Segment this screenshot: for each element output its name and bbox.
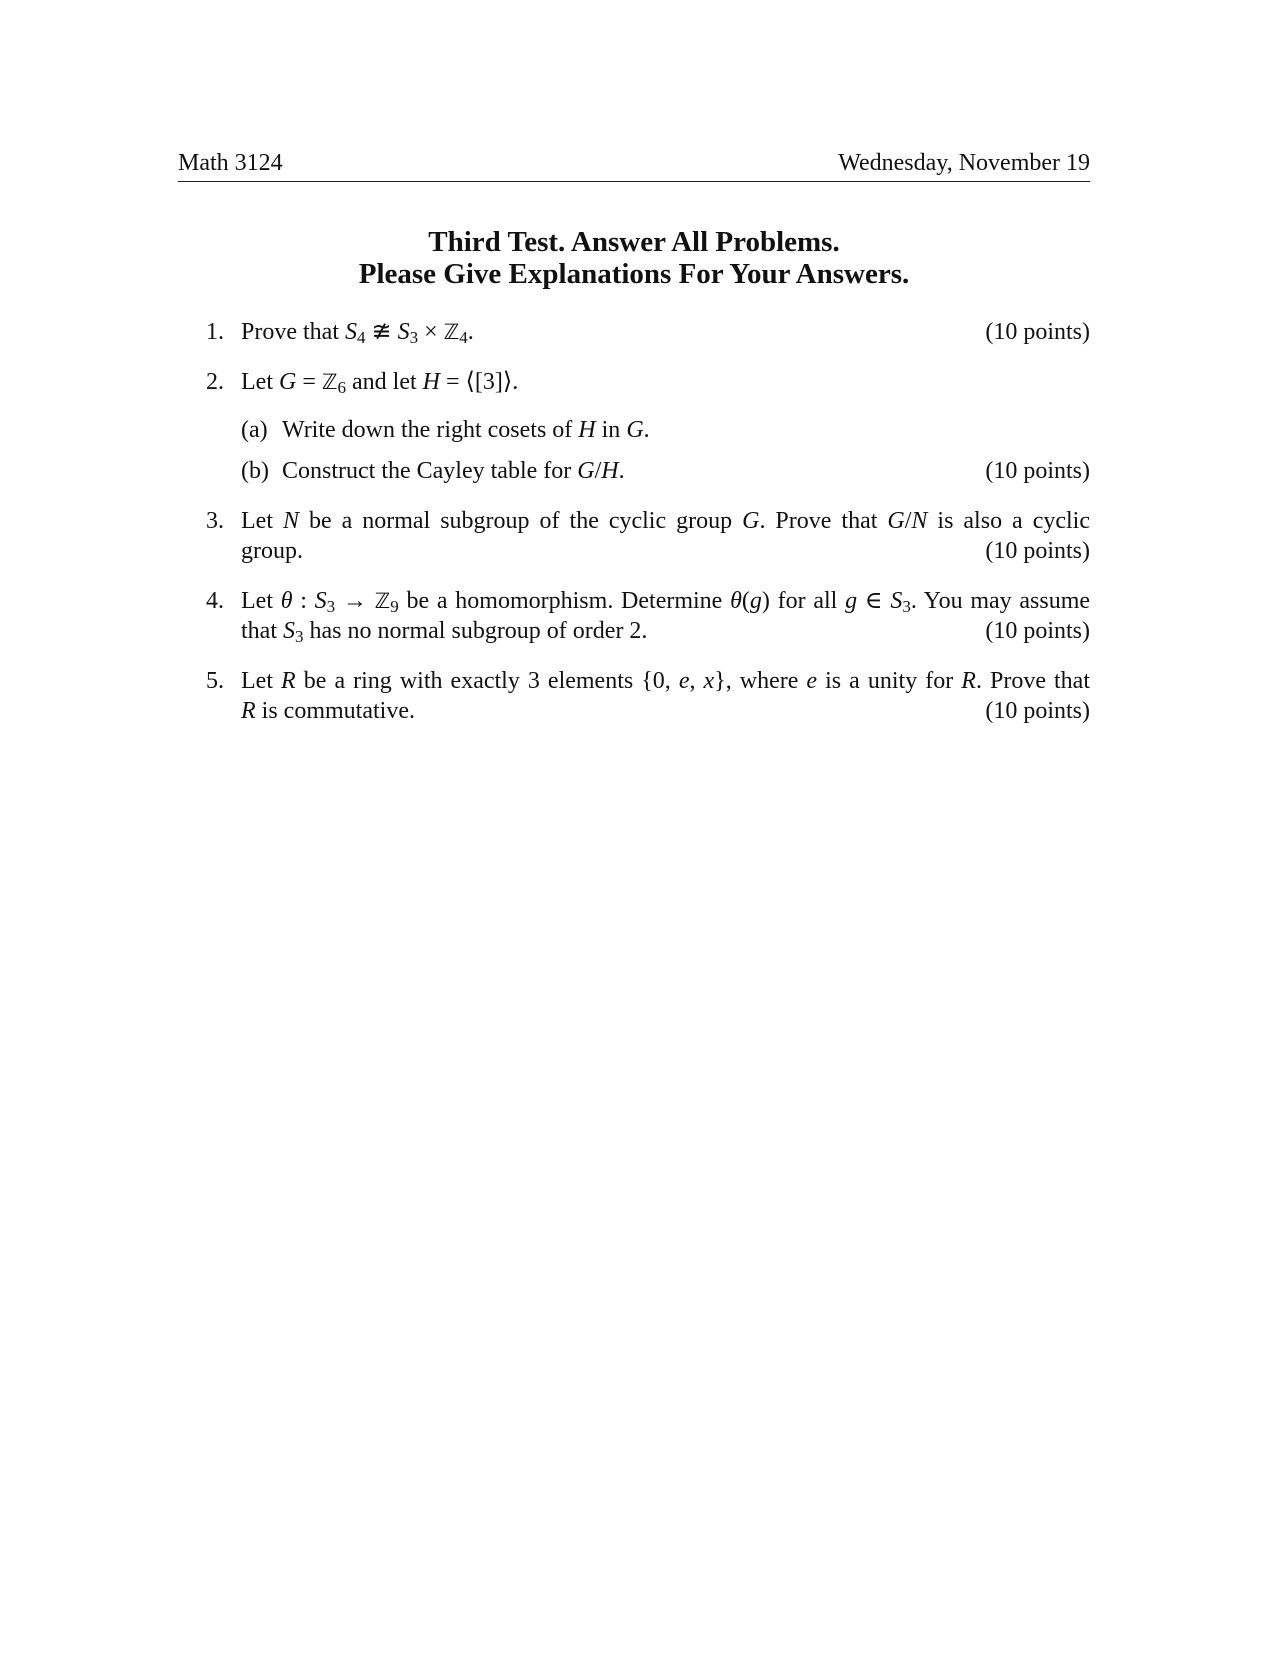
problem-points: (10 points) <box>985 618 1090 644</box>
problem-points: (10 points) <box>985 319 1090 345</box>
problem-text: Let R be a ring with exactly 3 elements {0, e, x}, where e is a unity for R. Prove that <box>241 668 1091 694</box>
problem-row <box>241 317 1090 347</box>
part-label: (a) <box>241 417 268 443</box>
problem-5 <box>178 666 1090 726</box>
page-header <box>178 150 1090 182</box>
title-line-2: Please Give Explanations For Your Answers. <box>358 258 910 290</box>
problem-text: Let θ : $S_3$ → ℤ$_9$ be a homomorphism. Determine θ(g) for all g ∈ $S_3$. You may assume <box>241 588 1091 616</box>
part-label: (b) <box>241 458 269 484</box>
problem-number: 3. <box>206 508 224 534</box>
problem-text: Prove that $S_4$ ≇ $S_3$ × ℤ$_4$. <box>241 319 474 347</box>
problem-1 <box>178 317 1090 347</box>
problem-points: (10 points) <box>985 698 1090 724</box>
problem-points: (10 points) <box>985 538 1090 564</box>
title-line-1: Third Test. Answer All Problems. <box>428 226 840 258</box>
problem-text: Let N be a normal subgroup of the cyclic group G. Prove that G/N is also a cyclic <box>241 508 1090 534</box>
problem-text-cont: group. <box>241 538 303 564</box>
course-name: Math 3124 <box>178 150 283 176</box>
exam-date: Wednesday, November 19 <box>838 150 1090 176</box>
problem-part-b <box>241 456 1090 486</box>
problem-row <box>241 536 1090 566</box>
problem-3 <box>178 506 1090 566</box>
part-text: Construct the Cayley table for G/H. <box>282 458 625 484</box>
problem-4 <box>178 586 1090 646</box>
problem-parts <box>241 415 1090 486</box>
exam-title <box>178 226 1090 290</box>
problem-2 <box>178 367 1090 486</box>
problem-text: Let G = ℤ$_6$ and let H = ⟨[3]⟩. <box>241 369 519 397</box>
exam-page <box>178 150 1090 746</box>
problem-text-cont: R is commutative. <box>241 698 415 724</box>
problem-text-cont: that $S_3$ has no normal subgroup of order 2. <box>241 618 648 646</box>
problem-number: 5. <box>206 668 224 694</box>
part-text: Write down the right cosets of H in G. <box>282 417 650 443</box>
problem-row <box>241 696 1090 726</box>
problem-number: 4. <box>206 588 224 614</box>
problem-part-a <box>241 415 1090 445</box>
problem-points: (10 points) <box>985 458 1090 484</box>
problem-number: 1. <box>206 319 224 345</box>
problem-row <box>241 616 1090 646</box>
problem-row <box>282 456 1090 486</box>
problem-number: 2. <box>206 369 224 395</box>
problem-list <box>178 317 1090 726</box>
